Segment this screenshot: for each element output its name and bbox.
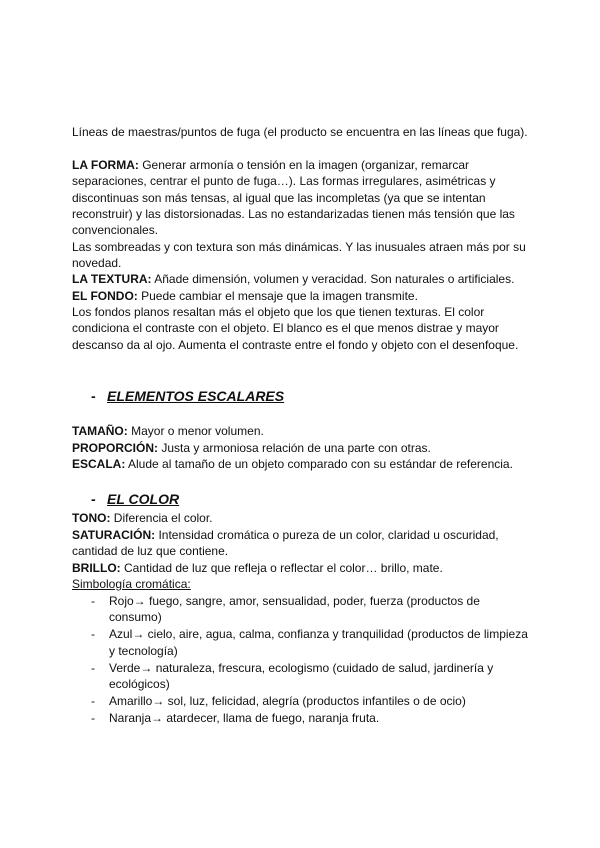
- brillo-text: Cantidad de luz que refleja o reflectar el color… brillo, mate.: [120, 561, 443, 575]
- brillo-label: BRILLO:: [72, 561, 121, 575]
- list-item: [91, 693, 531, 709]
- fondos-planos-paragraph: Los fondos planos resaltan más el objeto que los que tienen texturas. El color condiciona el contraste con el objeto. El blanco es el que menos distrae y mayor descanso da al ojo. Aumenta el contraste entre el fondo y objeto con el desenfoque.: [72, 305, 519, 352]
- proporcion-text: Justa y armoniosa relación de una parte con otras.: [158, 441, 431, 455]
- list-bullet: -: [91, 710, 95, 725]
- fondo-label: EL FONDO:: [72, 289, 138, 303]
- tamano-paragraph: [72, 423, 532, 439]
- proporcion-label: PROPORCIÓN:: [72, 441, 159, 455]
- forma-label: LA FORMA:: [72, 158, 139, 172]
- saturacion-label: SATURACIÓN:: [72, 528, 156, 542]
- heading-text: ELEMENTOS ESCALARES: [107, 388, 285, 404]
- color-symbolism-list: [91, 593, 531, 727]
- tamano-text: Mayor o menor volumen.: [127, 424, 264, 438]
- list-item-text: Verde→ naturaleza, frescura, ecologismo (cuidado de salud, jardinería y ecológicos): [109, 660, 494, 691]
- fondo-paragraph: [72, 288, 532, 304]
- section-heading-escalares: [91, 387, 284, 405]
- list-item: [91, 660, 531, 693]
- list-item: [91, 593, 531, 626]
- saturacion-paragraph: [72, 527, 532, 560]
- brillo-paragraph: [72, 560, 532, 576]
- proporcion-paragraph: [72, 440, 532, 456]
- list-item-text: Azul→ cielo, aire, agua, calma, confianza y tranquilidad (productos de limpieza y tecnología): [109, 627, 528, 658]
- escala-label: ESCALA:: [72, 457, 126, 471]
- list-item-text: Rojo→ fuego, sangre, amor, sensualidad, poder, fuerza (productos de consumo): [109, 594, 480, 625]
- tono-text: Diferencia el color.: [110, 511, 213, 525]
- sombreadas-paragraph: Las sombreadas y con textura son más dinámicas. Y las inusuales atraen más por su novedad.: [72, 240, 526, 271]
- forma-text: Generar armonía o tensión en la imagen (organizar, remarcar separaciones, centrar el punto de fuga…). Las formas irregulares, asimétricas y discontinuas son más tensas, al igual que las incompletas (ya que se intentan reconstruir) y las distorsionadas. Las no estandarizadas tienen más tensión que las convencionales.: [72, 158, 515, 238]
- tono-paragraph: [72, 510, 532, 526]
- list-item-text: Naranja→ atardecer, llama de fuego, naranja fruta.: [109, 710, 380, 725]
- list-bullet: -: [91, 594, 95, 608]
- list-item: [91, 626, 531, 659]
- fondo-text: Puede cambiar el mensaje que la imagen transmite.: [137, 289, 418, 303]
- heading-dash: -: [91, 491, 96, 507]
- intro-paragraph-fuga: Líneas de maestras/puntos de fuga (el producto se encuentra en las líneas que fuga).: [72, 125, 528, 139]
- heading-dash: -: [91, 388, 96, 404]
- list-item-text: Amarillo→ sol, luz, felicidad, alegría (productos infantiles o de ocio): [109, 693, 466, 708]
- textura-paragraph: [72, 271, 532, 287]
- escala-paragraph: [72, 456, 532, 472]
- list-bullet: -: [91, 627, 95, 642]
- textura-label: LA TEXTURA:: [72, 272, 152, 286]
- saturacion-text: Intensidad cromática o pureza de un color, claridad u oscuridad, cantidad de luz que contiene.: [72, 528, 499, 559]
- forma-paragraph: [72, 157, 532, 238]
- tono-label: TONO:: [72, 511, 111, 525]
- heading-text: EL COLOR: [107, 491, 180, 507]
- tamano-label: TAMAÑO:: [72, 424, 128, 438]
- list-bullet: -: [91, 660, 95, 675]
- textura-text: Añade dimensión, volumen y veracidad. Son naturales o artificiales.: [151, 272, 515, 286]
- section-heading-color: [91, 490, 179, 508]
- simbologia-heading: Simbología cromática:: [72, 577, 191, 591]
- list-bullet: -: [91, 693, 95, 708]
- list-item: [91, 710, 531, 726]
- escala-text: Alude al tamaño de un objeto comparado con su estándar de referencia.: [125, 457, 513, 471]
